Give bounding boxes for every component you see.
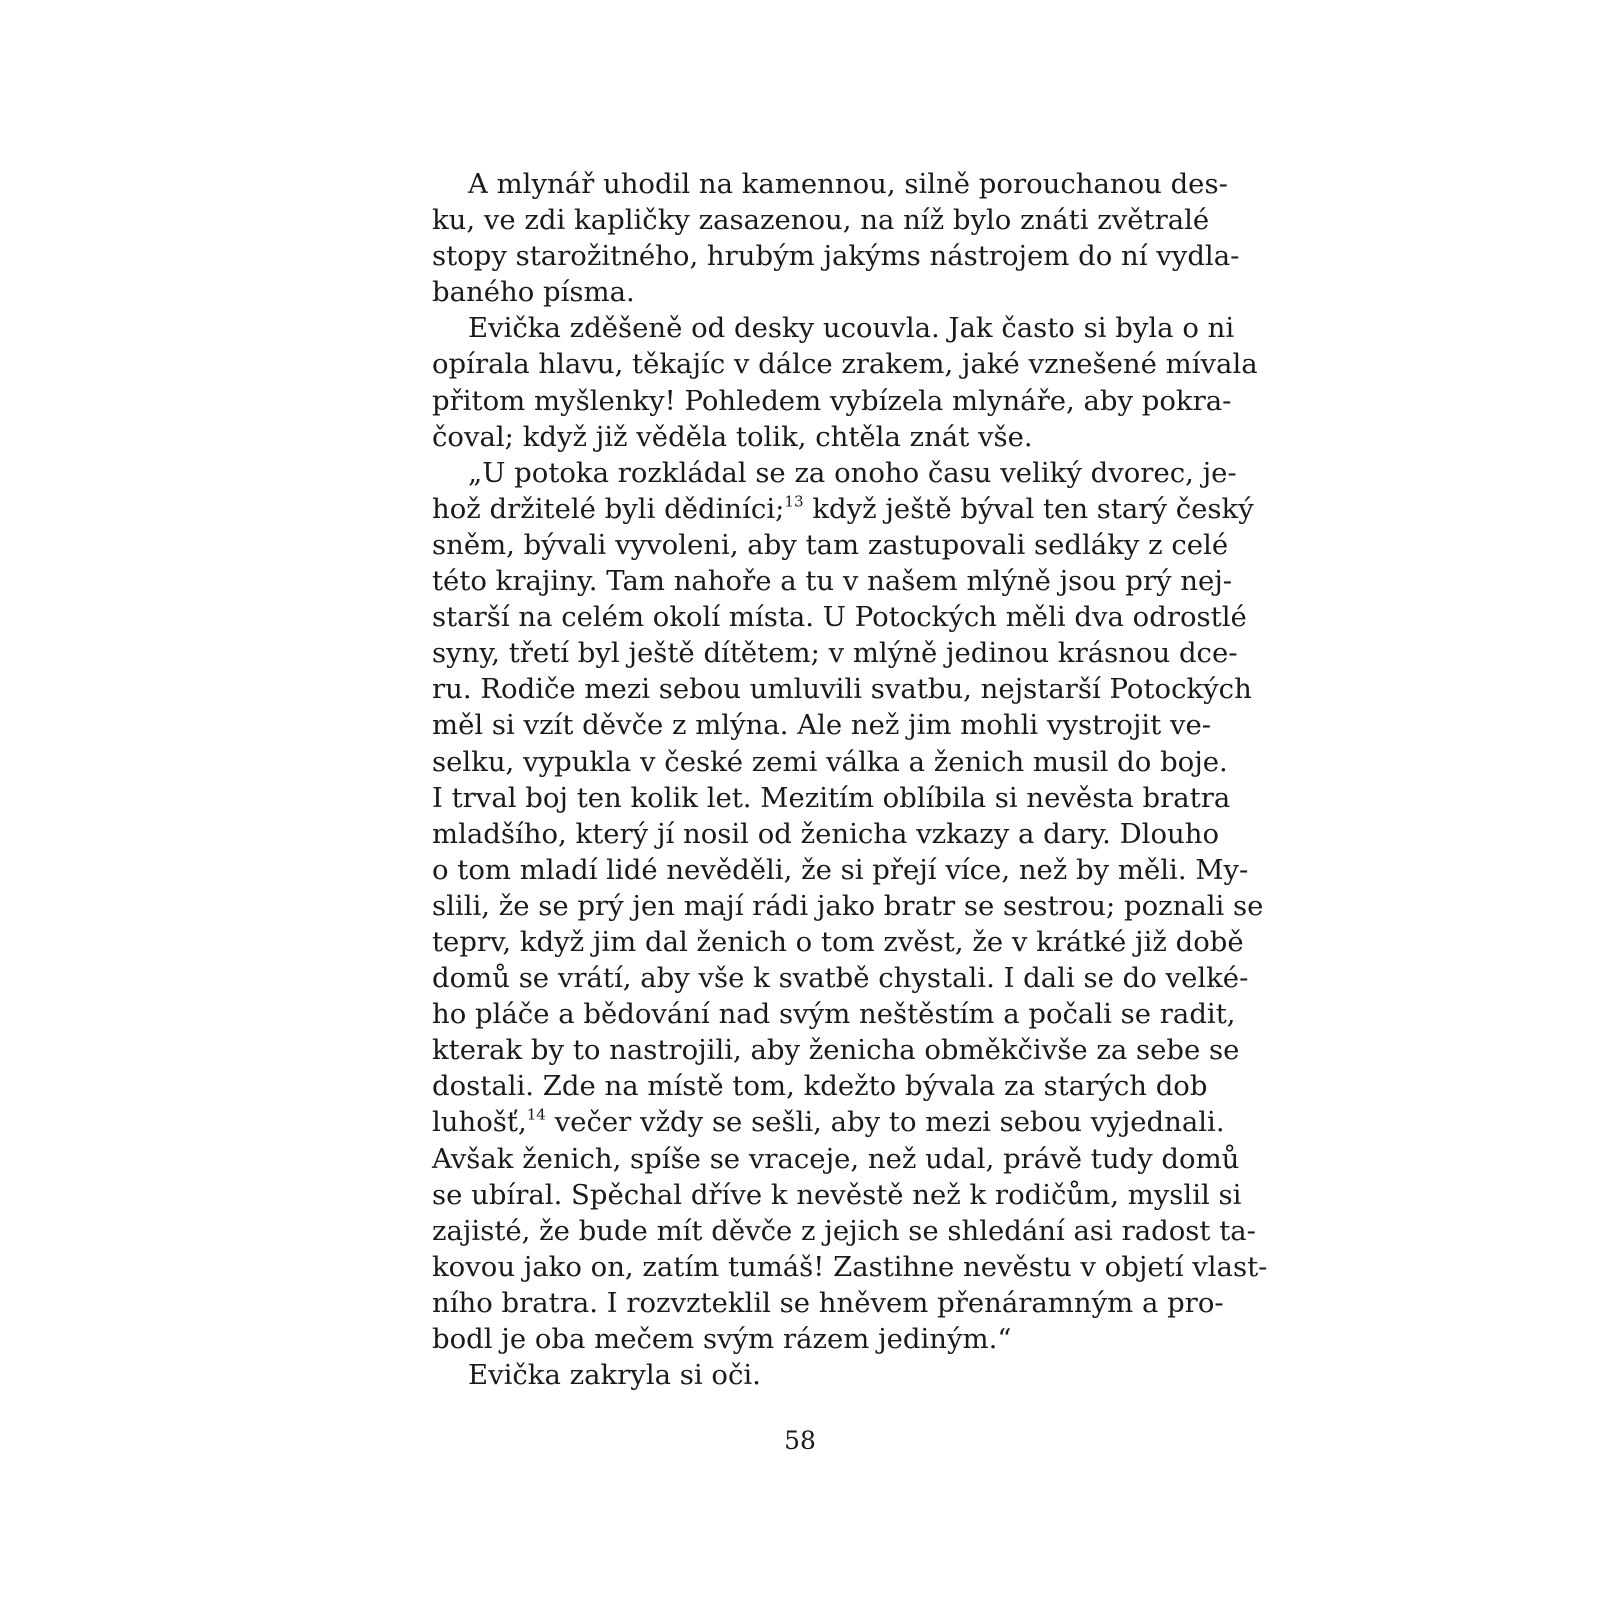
text-line: se ubíral. Spěchal dříve k nevěstě než k rodičům, myslil si — [432, 1178, 1242, 1211]
text-line: I trval boj ten kolik let. Mezitím oblíbila si nevěsta bratra — [432, 781, 1231, 814]
body-text — [432, 166, 1268, 1393]
page-number: 58 — [784, 1426, 816, 1455]
text-fragment: něm, bývali vyvoleni, aby tam zastupovali sedláky z celé — [446, 528, 1229, 561]
text-line: měl si vzít děvče z mlýna. Ale než jim mohli vystrojit ve- — [432, 709, 1212, 742]
text-line: čoval; když již věděla tolik, chtěla znát vše. — [432, 420, 1033, 453]
text-line: bodl je oba mečem svým rázem jediným.“ — [432, 1323, 1012, 1355]
text-line: Evička zděšeně od desky ucouvla. Jak často si byla o ni — [468, 312, 1235, 345]
text-fragment: s — [432, 528, 447, 561]
text-line: o tom mladí lidé nevěděli, že si přejí více, než by měli. My- — [432, 853, 1249, 886]
text-line: stopy starožitného, hrubým jakýms nástrojem do ní vydla- — [432, 240, 1240, 273]
text-line: ho pláče a bědování nad svým neštěstím a počali se radit, — [432, 998, 1236, 1031]
text-line — [432, 527, 1229, 563]
text-line: ku, ve zdi kapličky zasazenou, na níž bylo znáti zvětralé — [432, 204, 1210, 237]
text-line: syny, třetí byl ještě dítětem; v mlýně jedinou krásnou dce- — [432, 637, 1238, 670]
text-line: A mlynář uhodil na kamennou, silně porouchanou des- — [468, 168, 1228, 200]
text-fragment: večer vždy se sešli, aby to mezi sebou vyjednali. — [545, 1106, 1225, 1139]
footnote-marker: 13 — [784, 492, 804, 511]
text-line-with-footnote — [432, 491, 1254, 527]
text-line: domů se vrátí, aby vše k svatbě chystali. I dali se do velké- — [432, 962, 1249, 995]
text-line: baného písma. — [432, 276, 635, 309]
text-line: starší na celém okolí místa. U Potockých měli dva odrostlé — [432, 601, 1247, 634]
text-line: ního bratra. I rozvzteklil se hněvem přenáramným a pro- — [432, 1286, 1224, 1319]
text-fragment: hož držitelé byli dědiníci; — [432, 492, 785, 525]
text-line-with-footnote — [432, 1104, 1225, 1140]
text-line: Evička zakryla si oči. — [468, 1359, 761, 1392]
text-line: této krajiny. Tam nahoře a tu v našem mlýně jsou prý nej- — [432, 565, 1233, 598]
text-line: slili, že se prý jen mají rádi jako bratr se sestrou; poznali se — [432, 889, 1264, 922]
text-line: dostali. Zde na místě tom, kdežto bývala za starých dob — [432, 1070, 1208, 1103]
text-line: teprv, když jim dal ženich o tom zvěst, že v krátké již době — [432, 925, 1244, 958]
text-line: přitom myšlenky! Pohledem vybízela mlynáře, aby pokra- — [432, 384, 1232, 417]
text-line: opírala hlavu, těkajíc v dálce zrakem, jaké vznešené mívala — [432, 348, 1258, 381]
footnote-marker: 14 — [526, 1106, 546, 1125]
text-line: mladšího, který jí nosil od ženicha vzkazy a dary. Dlouho — [432, 817, 1220, 850]
text-fragment: když ještě býval ten starý český — [803, 492, 1254, 525]
text-line: zajisté, že bude mít děvče z jejich se shledání asi radost ta- — [432, 1214, 1256, 1247]
text-line: kterak by to nastrojili, aby ženicha obměkčivše za sebe se — [432, 1034, 1240, 1067]
text-line: „U potoka rozkládal se za onoho času veliký dvorec, je- — [468, 456, 1237, 489]
text-fragment: luhošť, — [432, 1106, 527, 1139]
text-line: selku, vypukla v české zemi válka a ženich musil do boje. — [432, 745, 1228, 778]
text-line: Avšak ženich, spíše se vraceje, než udal, právě tudy domů — [432, 1142, 1240, 1175]
text-line: kovou jako on, zatím tumáš! Zastihne nevěstu v objetí vlast- — [432, 1250, 1268, 1283]
text-line: ru. Rodiče mezi sebou umluvili svatbu, nejstarší Potockých — [432, 673, 1252, 706]
